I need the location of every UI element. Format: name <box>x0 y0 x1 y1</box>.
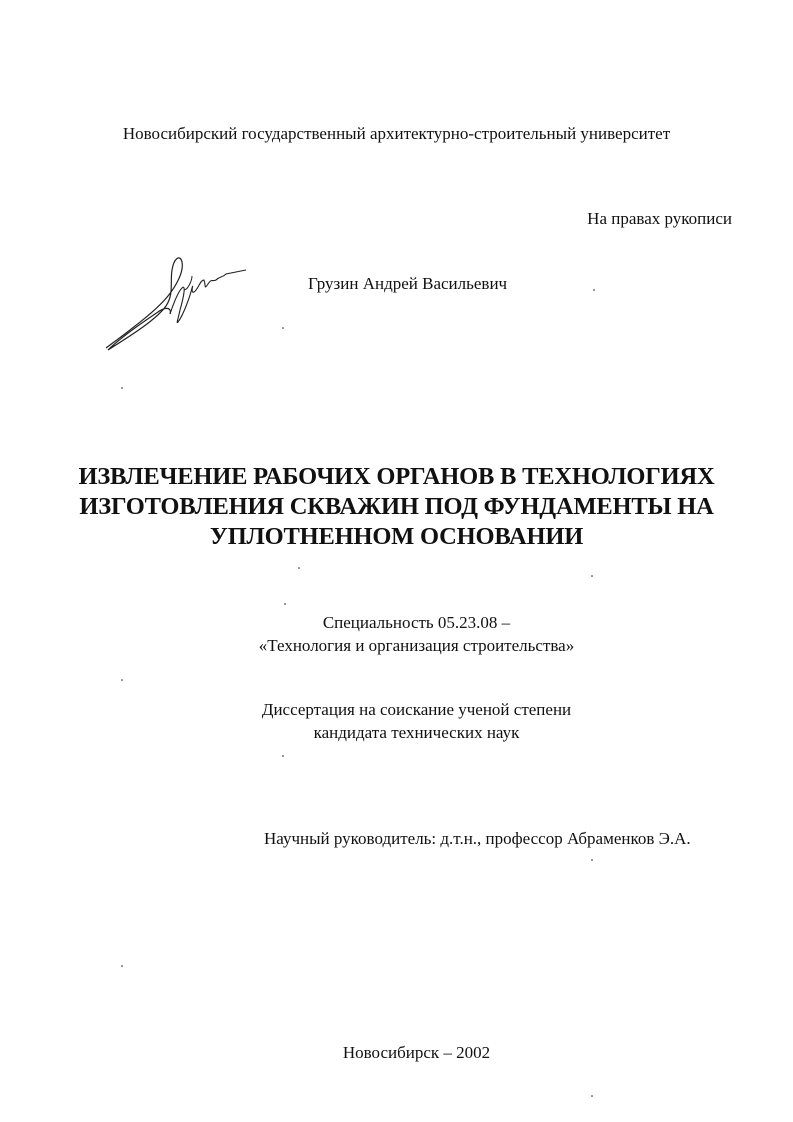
scan-speck <box>591 1095 593 1097</box>
title-line-2: ИЗГОТОВЛЕНИЯ СКВАЖИН ПОД ФУНДАМЕНТЫ НА <box>79 493 714 520</box>
scan-speck <box>593 289 595 291</box>
scan-speck <box>298 567 300 569</box>
title-line-1: ИЗВЛЕЧЕНИЕ РАБОЧИХ ОРГАНОВ В ТЕХНОЛОГИЯХ <box>78 463 715 490</box>
specialty-code: Специальность 05.23.08 – <box>322 613 511 632</box>
manuscript-rights-label: На правах рукописи <box>587 209 732 228</box>
dissertation-title <box>0 462 793 552</box>
university-name: Новосибирский государственный архитектурно-строительный университет <box>122 124 671 143</box>
author-name: Грузин Андрей Васильевич <box>308 274 508 293</box>
scan-speck <box>121 965 123 967</box>
scientific-advisor: Научный руководитель: д.т.н., профессор Абраменков Э.А. <box>264 829 691 848</box>
scan-speck <box>284 603 286 605</box>
city-year: Новосибирск – 2002 <box>342 1043 491 1062</box>
scan-speck <box>121 679 123 681</box>
title-line-3: УПЛОТНЕННОМ ОСНОВАНИИ <box>209 523 584 550</box>
scan-speck <box>591 575 593 577</box>
degree-line-2: кандидата технических наук <box>313 723 520 742</box>
scan-speck <box>282 327 284 329</box>
degree-block <box>0 698 793 744</box>
specialty-name: «Технология и организация строительства» <box>258 636 575 655</box>
degree-line-1: Диссертация на соискание ученой степени <box>261 700 572 719</box>
specialty-block <box>0 611 793 657</box>
author-signature <box>100 250 250 360</box>
scan-speck <box>282 755 284 757</box>
scan-speck <box>121 387 123 389</box>
scan-speck <box>591 859 593 861</box>
